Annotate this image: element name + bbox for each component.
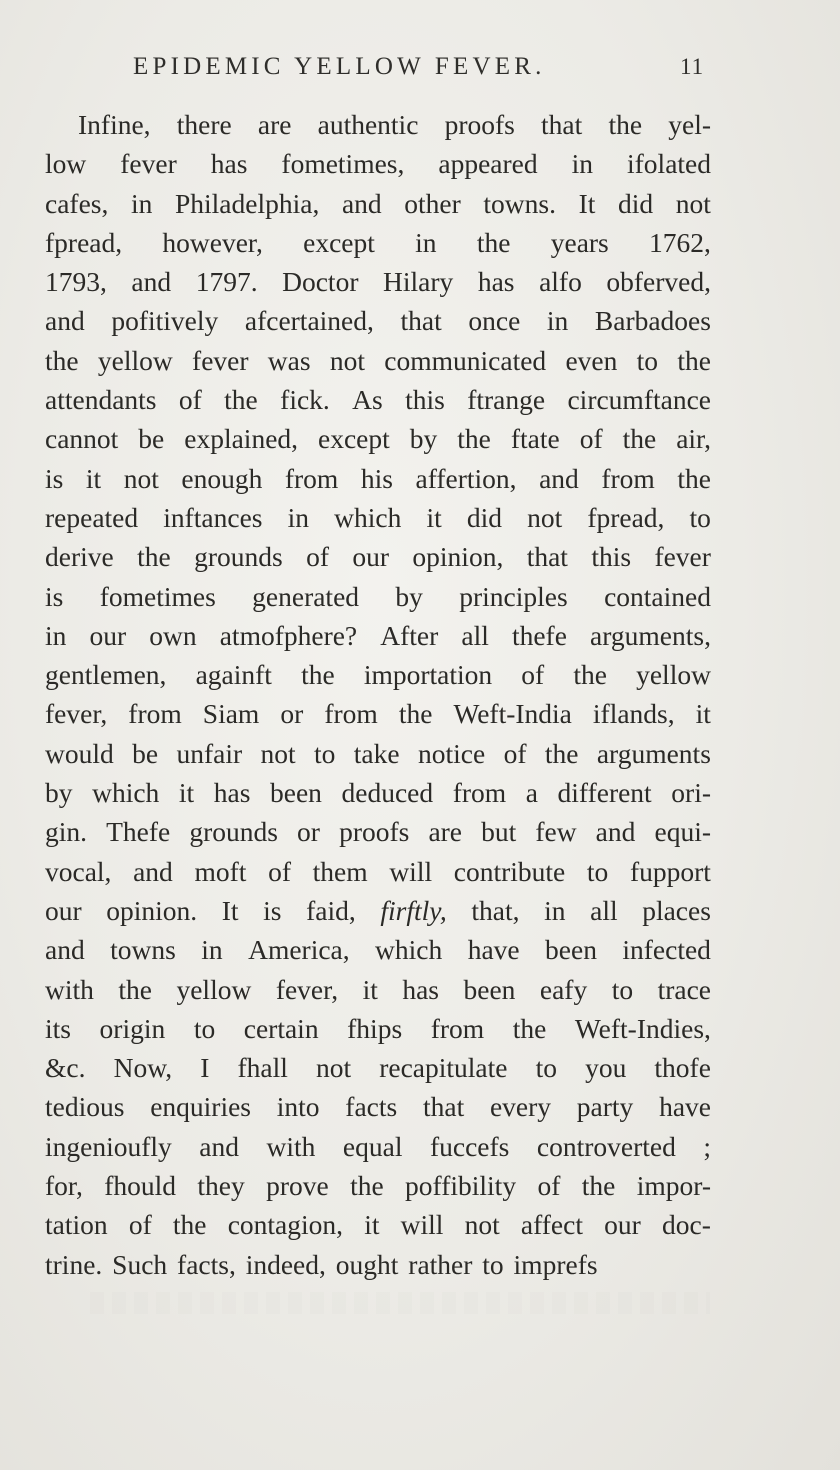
word: notice [417, 737, 486, 769]
word: from [324, 698, 378, 730]
text-line [45, 1087, 711, 1126]
word: not [527, 501, 563, 533]
word: yellow [97, 344, 173, 376]
word: has [477, 266, 515, 298]
word: facts [345, 1091, 398, 1123]
word: Doctor [282, 266, 359, 298]
word: or [297, 816, 320, 848]
word: appeared [438, 148, 538, 180]
word: all [590, 894, 618, 926]
word: Weft-Indies, [574, 1012, 711, 1044]
word: opinion. [106, 894, 198, 926]
word: againft [195, 659, 272, 691]
word: by [45, 777, 73, 809]
word: the [622, 423, 657, 455]
word: the [476, 226, 511, 258]
word: it [695, 698, 711, 730]
text-line [45, 380, 711, 419]
word: of [268, 855, 291, 887]
word: proofs [444, 109, 515, 140]
word: enough [181, 462, 263, 494]
word: the [224, 384, 258, 416]
word: this [591, 541, 632, 573]
word: take [353, 737, 400, 769]
word: equi- [654, 816, 711, 848]
word: the [301, 659, 335, 691]
text-line [45, 616, 711, 655]
word: 1793, [45, 266, 107, 298]
word: been [545, 934, 597, 966]
text-line [45, 812, 711, 851]
word: his [360, 462, 393, 494]
word: 1797. [195, 266, 258, 298]
word: eafy [539, 973, 588, 1005]
word: few [535, 816, 577, 848]
word: As [352, 384, 383, 416]
word: atmofphere? [219, 619, 358, 651]
word: fever [192, 344, 249, 376]
word: ifolated [627, 148, 711, 180]
word: fever [120, 148, 177, 180]
page-header [0, 50, 840, 84]
word: not [329, 344, 365, 376]
word: towns. [483, 187, 556, 219]
word: pofitively [111, 305, 219, 337]
word: was [267, 344, 311, 376]
word: tation [45, 1209, 108, 1241]
word: been [269, 777, 322, 809]
word: own [149, 619, 197, 651]
word: obferved, [606, 266, 711, 298]
word: even [565, 344, 618, 376]
word: that [400, 305, 442, 337]
word: our [604, 1209, 641, 1241]
word: explained, [184, 423, 299, 455]
word: did [618, 187, 654, 219]
word: are [428, 816, 463, 848]
word: not [675, 187, 711, 219]
word: once [468, 305, 521, 337]
word: and [45, 305, 85, 337]
word: from [452, 777, 507, 809]
text-line [45, 341, 711, 380]
word: contribute [453, 855, 566, 887]
word: and [199, 1130, 240, 1162]
word: to [314, 737, 336, 769]
word: derive [45, 541, 114, 573]
word: fever, [45, 698, 108, 730]
word: the [350, 1170, 384, 1202]
word: It [578, 187, 596, 219]
word: poffibility [405, 1170, 517, 1202]
word: contagion, [227, 1209, 344, 1241]
word: will [389, 855, 433, 887]
word: fupport [629, 855, 711, 887]
word: Thefe [106, 816, 171, 848]
word: deduced [341, 777, 434, 809]
word: thofe [654, 1052, 711, 1084]
word: Such [112, 1248, 168, 1280]
word: enquiries [150, 1091, 252, 1123]
word: which [375, 934, 443, 966]
word: all [461, 619, 489, 651]
word: in [546, 305, 569, 337]
text-line [45, 223, 711, 262]
word: alfo [539, 266, 582, 298]
word: Infine, [78, 109, 151, 140]
word: not [464, 1209, 500, 1241]
word: and [45, 934, 85, 966]
text-line [45, 301, 711, 340]
word: it [364, 1209, 380, 1241]
word: of [306, 541, 329, 573]
word: Siam [202, 698, 260, 730]
word: infected [622, 934, 711, 966]
word: of [178, 384, 202, 416]
word: years [550, 226, 609, 258]
word: has [213, 777, 251, 809]
word: origin [99, 1012, 166, 1044]
word: fpread, [45, 226, 123, 258]
word: from [284, 462, 339, 494]
word: imprefs [513, 1248, 598, 1280]
word: that [422, 1091, 465, 1123]
word: it [85, 462, 102, 494]
word: ought [335, 1248, 399, 1280]
word: ori- [671, 777, 711, 809]
word: the [544, 737, 579, 769]
word: fhould [104, 1170, 177, 1202]
word: a [525, 777, 538, 809]
word: grounds [189, 816, 278, 848]
word: that, [471, 894, 520, 926]
word: &c. [45, 1052, 86, 1084]
word: the [581, 1170, 616, 1202]
word: that [526, 541, 568, 573]
word: attendants [45, 384, 157, 416]
word: equal [342, 1130, 403, 1162]
word: or [280, 698, 304, 730]
word: 1762, [649, 226, 711, 258]
word: fometimes, [281, 148, 405, 180]
word: fhall [237, 1052, 288, 1084]
word: cannot [45, 423, 119, 455]
word: party [576, 1091, 634, 1123]
word: except [318, 423, 390, 455]
word: After [380, 619, 439, 651]
word: by [409, 423, 438, 455]
word: fick. [280, 384, 330, 416]
word: and [595, 816, 636, 848]
running-title: EPIDEMIC YELLOW FEVER. [133, 53, 546, 80]
word: Hilary [383, 266, 454, 298]
page-number: 11 [680, 54, 705, 79]
word: gin. [45, 816, 88, 848]
word: I [200, 1052, 210, 1084]
word: doc- [662, 1209, 711, 1241]
word: with [266, 1130, 316, 1162]
word: the [677, 344, 711, 376]
word: of [537, 1170, 561, 1202]
word: contained [604, 580, 711, 612]
word: certain [243, 1012, 319, 1044]
word: to [611, 973, 634, 1005]
word: this [405, 384, 445, 416]
word: the [45, 344, 79, 376]
word: there [176, 109, 232, 140]
word: iflands, [592, 698, 675, 730]
word: It [221, 894, 239, 926]
word: the [457, 423, 491, 455]
word: arguments, [590, 619, 711, 651]
word: the [118, 973, 152, 1005]
word: in [544, 894, 566, 926]
word: is [45, 580, 64, 612]
word: our [352, 541, 390, 573]
word: by [395, 580, 423, 612]
word: fuccefs [429, 1130, 510, 1162]
text-line [45, 655, 711, 694]
text-line [45, 1009, 711, 1048]
word: except [303, 226, 375, 258]
word: in [571, 148, 593, 180]
word: yellow [176, 973, 252, 1005]
word: vocal, [45, 855, 112, 887]
word: cafes, [45, 187, 109, 219]
word: facts, [177, 1248, 236, 1280]
word: fometimes [99, 580, 216, 612]
word: afcertained, [244, 305, 374, 337]
word: with [45, 973, 94, 1005]
word: controverted [536, 1130, 676, 1162]
word: fpread, [587, 501, 665, 533]
word: unfair [176, 737, 243, 769]
text-line [45, 930, 711, 969]
word: however, [162, 226, 263, 258]
word: its [45, 1012, 71, 1044]
word: to [193, 1012, 216, 1044]
text-line [45, 419, 711, 458]
word: proofs [339, 816, 410, 848]
word: air, [676, 423, 711, 455]
word: fhips [347, 1012, 403, 1044]
word: Barbadoes [594, 305, 711, 337]
word: be [132, 737, 159, 769]
word: will [400, 1209, 444, 1241]
word: to [586, 855, 609, 887]
word: gentlemen, [45, 659, 167, 691]
word: affect [520, 1209, 583, 1241]
word: America, [248, 934, 350, 966]
word: it [426, 501, 442, 533]
word: the [608, 109, 643, 140]
word: thefe [511, 619, 567, 651]
word: the [512, 1012, 547, 1044]
word: not [316, 1052, 352, 1084]
word: Philadelphia, [174, 187, 320, 219]
word: it [178, 777, 195, 809]
word: to [636, 344, 659, 376]
word: but [481, 816, 517, 848]
word: to [689, 501, 711, 533]
word: repeated [45, 501, 139, 533]
word: authentic [317, 109, 419, 140]
word: not [260, 737, 296, 769]
word: different [557, 777, 652, 809]
show-through-from-reverse-page [90, 1292, 710, 1314]
word: and [539, 462, 579, 494]
word: our [45, 894, 82, 926]
text-line [45, 1205, 711, 1244]
text-line [45, 105, 711, 144]
text-line [45, 498, 711, 537]
text-line [45, 184, 711, 223]
word: has [402, 973, 439, 1005]
word: be [138, 423, 165, 455]
word: you [585, 1052, 627, 1084]
word: in [130, 187, 153, 219]
word: has [210, 148, 248, 180]
word: affertion, [415, 462, 517, 494]
word: firftly, [380, 894, 447, 926]
word: faid, [306, 894, 356, 926]
word: the [573, 659, 607, 691]
word: in [45, 619, 67, 651]
word: in [201, 934, 223, 966]
word: Now, [113, 1052, 173, 1084]
word: moft [194, 855, 247, 887]
word: ftate [510, 423, 560, 455]
word: fever [654, 541, 711, 573]
word: to [535, 1052, 557, 1084]
word: towns [110, 934, 176, 966]
text-line [45, 734, 711, 773]
text-line [45, 1127, 711, 1166]
word: importation [363, 659, 493, 691]
word: generated [252, 580, 360, 612]
word: low [45, 148, 87, 180]
word: other [404, 187, 461, 219]
text-line [45, 577, 711, 616]
word: prove [266, 1170, 329, 1202]
word: are [257, 109, 292, 140]
word: the [398, 698, 433, 730]
text-line [45, 537, 711, 576]
text-line [45, 459, 711, 498]
word: indeed, [245, 1248, 326, 1280]
word: which [334, 501, 402, 533]
word: from [601, 462, 655, 494]
word: grounds [194, 541, 283, 573]
word: trace [657, 973, 711, 1005]
word: have [659, 1091, 711, 1123]
word: communicated [384, 344, 547, 376]
word: and [133, 855, 173, 887]
word: our [89, 619, 127, 651]
word: ; [703, 1130, 711, 1162]
word: been [463, 973, 516, 1005]
word: would [45, 737, 114, 769]
word: have [467, 934, 520, 966]
text-line [45, 852, 711, 891]
word: principles [459, 580, 568, 612]
body-text [45, 105, 711, 1284]
word: for, [45, 1170, 83, 1202]
text-line [45, 1245, 711, 1284]
word: the [172, 1209, 207, 1241]
text-line [45, 773, 711, 812]
word: ftrange [467, 384, 546, 416]
word: and [341, 187, 382, 219]
word: in [287, 501, 309, 533]
word: every [489, 1091, 552, 1123]
word: and [131, 266, 172, 298]
word: rather [408, 1248, 473, 1280]
word: the [677, 462, 711, 494]
word: them [312, 855, 368, 887]
word: trine. [45, 1248, 103, 1280]
word: from [128, 698, 182, 730]
text-line [45, 891, 711, 930]
word: the [137, 541, 171, 573]
word: impor- [636, 1170, 711, 1202]
word: circumftance [567, 384, 711, 416]
word: from [430, 1012, 485, 1044]
word: of [579, 423, 603, 455]
word: in [415, 226, 437, 258]
word: arguments [596, 737, 711, 769]
word: Weft-India [453, 698, 572, 730]
word: of [521, 659, 545, 691]
word: not [123, 462, 159, 494]
word: that [541, 109, 583, 140]
text-line [45, 144, 711, 183]
text-line [45, 262, 711, 301]
word: to [482, 1248, 504, 1280]
word: of [503, 737, 527, 769]
word: recapitulate [379, 1052, 508, 1084]
word: ingenioufly [45, 1130, 172, 1162]
word: did [466, 501, 502, 533]
word: into [276, 1091, 320, 1123]
text-line [45, 694, 711, 733]
text-line [45, 970, 711, 1009]
word: they [197, 1170, 245, 1202]
text-line [45, 1048, 711, 1087]
word: yellow [636, 659, 711, 691]
word: it [362, 973, 378, 1005]
word: inftances [163, 501, 263, 533]
word: tedious [45, 1091, 125, 1123]
word: opinion, [412, 541, 504, 573]
word: of [128, 1209, 152, 1241]
word: fever, [275, 973, 339, 1005]
word: is [45, 462, 64, 494]
word: which [92, 777, 160, 809]
word: is [263, 894, 282, 926]
word: yel- [668, 109, 711, 140]
text-line [45, 1166, 711, 1205]
word: places [642, 894, 711, 926]
